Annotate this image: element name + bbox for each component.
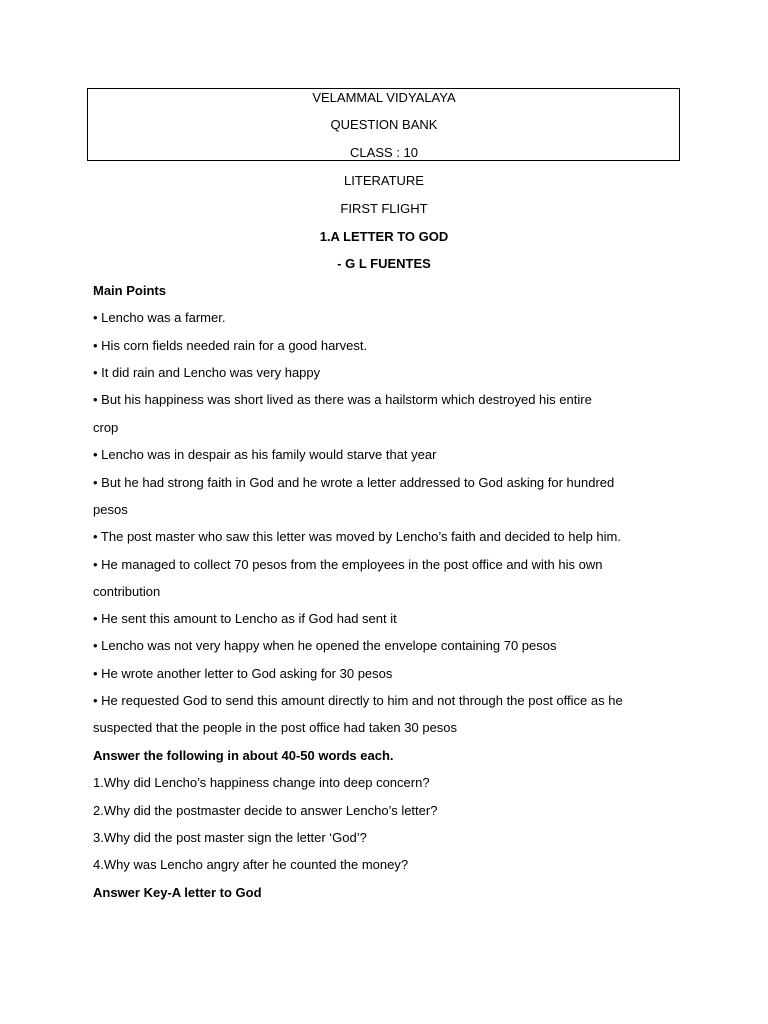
question-item: 3.Why did the post master sign the letter ‘God’? bbox=[93, 830, 367, 845]
main-point-line: • But his happiness was short lived as there was a hailstorm which destroyed his entire bbox=[93, 392, 592, 407]
main-point-line: • Lencho was not very happy when he opened the envelope containing 70 pesos bbox=[93, 638, 557, 653]
chapter-title: 1.A LETTER TO GOD bbox=[319, 229, 449, 244]
chapter-author: - G L FUENTES bbox=[337, 256, 431, 271]
main-point-line: • The post master who saw this letter was moved by Lencho’s faith and decided to help him. bbox=[93, 529, 621, 544]
main-point-line: pesos bbox=[93, 502, 128, 517]
main-point-line: • But he had strong faith in God and he wrote a letter addressed to God asking for hundred bbox=[93, 475, 615, 490]
main-point-line: crop bbox=[93, 420, 119, 435]
question-item: 1.Why did Lencho’s happiness change into deep concern? bbox=[93, 775, 430, 790]
document-type: QUESTION BANK bbox=[330, 117, 438, 132]
questions-heading: Answer the following in about 40-50 words each. bbox=[93, 748, 394, 763]
answer-key-heading: Answer Key-A letter to God bbox=[93, 885, 262, 900]
main-point-line: • Lencho was in despair as his family would starve that year bbox=[93, 447, 437, 462]
school-name: VELAMMAL VIDYALAYA bbox=[312, 90, 456, 105]
main-point-line: • He wrote another letter to God asking for 30 pesos bbox=[93, 666, 393, 681]
question-item: 2.Why did the postmaster decide to answer Lencho’s letter? bbox=[93, 803, 438, 818]
main-points-heading: Main Points bbox=[93, 283, 166, 298]
main-point-line: contribution bbox=[93, 584, 161, 599]
question-item: 4.Why was Lencho angry after he counted the money? bbox=[93, 857, 409, 872]
class-label: CLASS : 10 bbox=[350, 145, 418, 160]
main-point-line: • It did rain and Lencho was very happy bbox=[93, 365, 321, 380]
main-point-line: • He requested God to send this amount directly to him and not through the post office as he bbox=[93, 693, 623, 708]
main-point-line: • He sent this amount to Lencho as if God had sent it bbox=[93, 611, 397, 626]
main-point-line: suspected that the people in the post office had taken 30 pesos bbox=[93, 720, 458, 735]
main-point-line: • He managed to collect 70 pesos from the employees in the post office and with his own bbox=[93, 557, 603, 572]
main-point-line: • His corn fields needed rain for a good harvest. bbox=[93, 338, 368, 353]
section-title: LITERATURE bbox=[344, 173, 424, 188]
book-title: FIRST FLIGHT bbox=[340, 201, 428, 216]
main-point-line: • Lencho was a farmer. bbox=[93, 310, 226, 325]
